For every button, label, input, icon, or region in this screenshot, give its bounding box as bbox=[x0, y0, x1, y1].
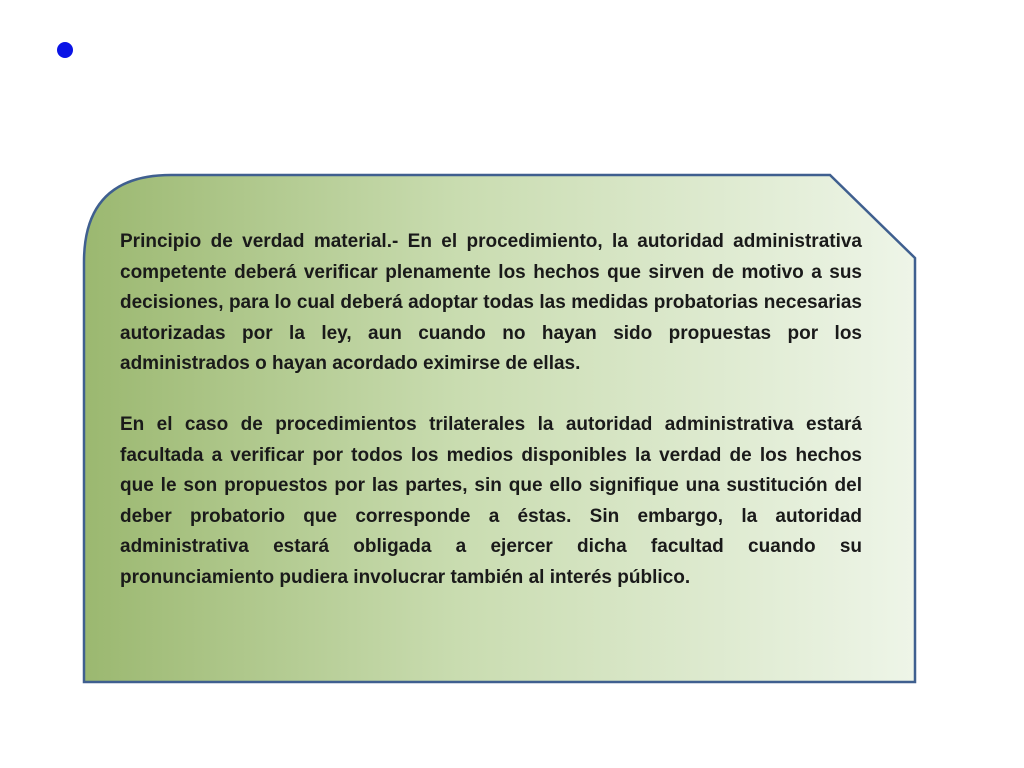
paragraph-trilateral: En el caso de procedimientos trilaterales la autoridad administrativa estará facultada a verificar por todos los medios disponibles la verdad de los hechos que le son propuestos por las partes, sin que ello signifique una sustitución del deber probatorio que corresponde a éstas. Sin embargo, la autoridad administrativa estará obligada a ejercer dicha facultad cuando su pronunciamiento pudiera involucrar también al interés público. bbox=[120, 413, 862, 588]
paragraph-principle: Principio de verdad material.- En el procedimiento, la autoridad administrativa competente deberá verificar plenamente los hechos que sirven de motivo a sus decisiones, para lo cual deberá adoptar todas las medidas probatorias necesarias autorizadas por la ley, aun cuando no hayan sido propuestas por los administrados o hayan acordado eximirse de ellas. bbox=[120, 231, 862, 375]
card-text bbox=[120, 227, 862, 594]
